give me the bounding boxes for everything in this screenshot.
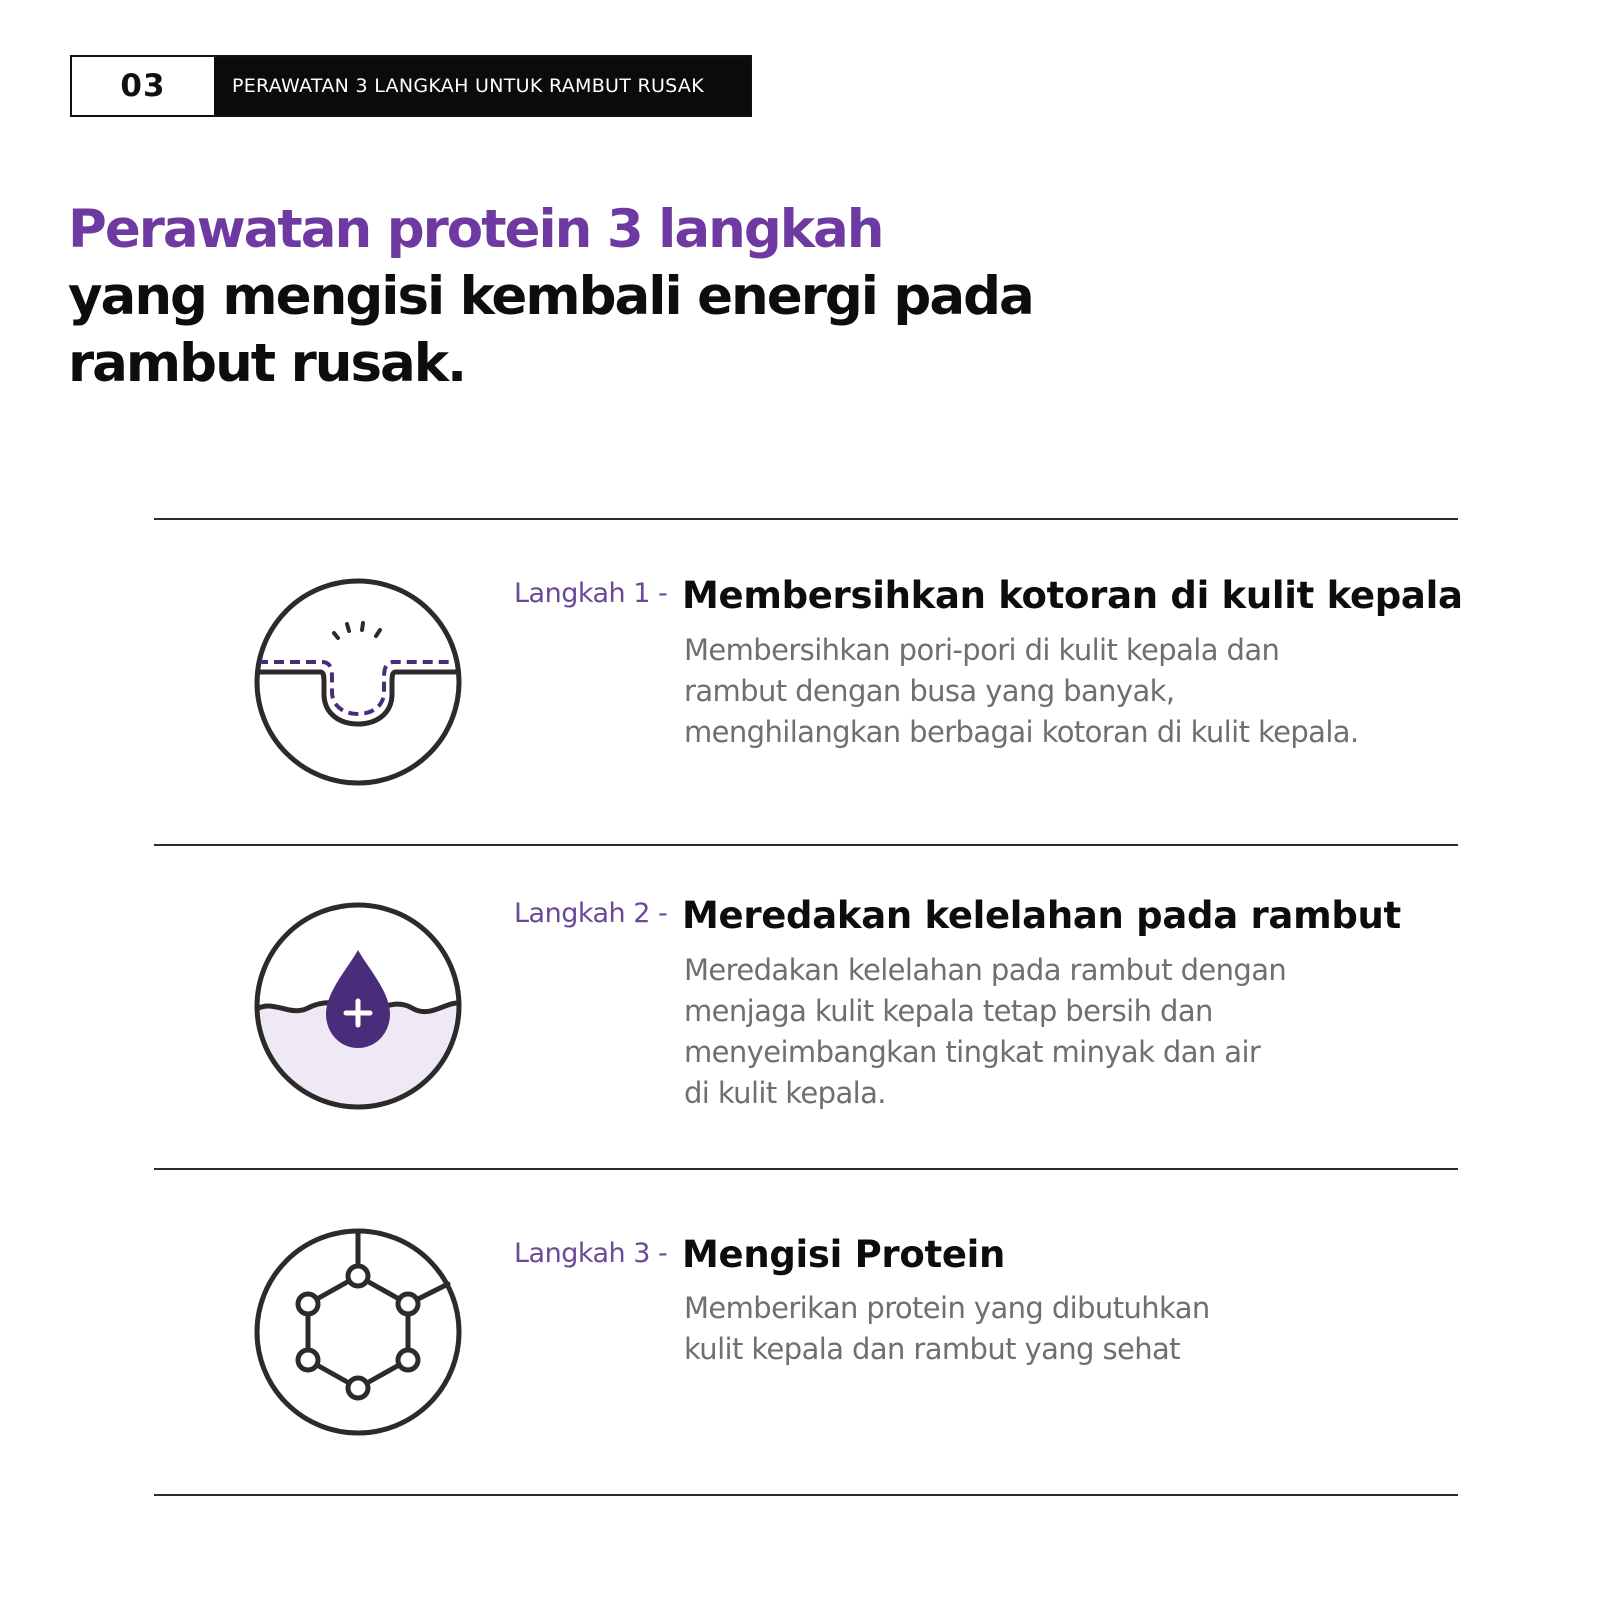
step-3-title: Mengisi Protein — [682, 1233, 1006, 1276]
headline — [68, 196, 1068, 397]
headline-line-2: yang mengisi kembali energi pada — [68, 266, 1033, 327]
headline-accent: Perawatan protein 3 langkah — [68, 199, 883, 260]
divider-top — [154, 518, 1458, 520]
headline-line-3: rambut rusak. — [68, 333, 466, 394]
section-number: 03 — [72, 57, 214, 115]
step-3-prefix: Langkah 3 - — [514, 1238, 668, 1269]
divider-1 — [154, 844, 1458, 846]
step-1-title: Membersihkan kotoran di kulit kepala — [682, 574, 1463, 617]
water-drop-plus-icon — [252, 900, 464, 1112]
divider-2 — [154, 1168, 1458, 1170]
step-3-description: Memberikan protein yang dibutuhkan kulit kepala dan rambut yang sehat — [684, 1291, 1210, 1366]
section-tag — [70, 55, 752, 117]
step-2-title: Meredakan kelelahan pada rambut — [682, 894, 1401, 937]
step-1-prefix: Langkah 1 - — [514, 578, 668, 609]
step-1-description: Membersihkan pori-pori di kulit kepala dan rambut dengan busa yang banyak, menghilangkan berbagai kotoran di kulit kepala. — [684, 633, 1359, 749]
protein-molecule-icon — [252, 1226, 464, 1438]
scalp-pore-icon — [252, 576, 464, 788]
divider-bottom — [154, 1494, 1458, 1496]
step-2-prefix: Langkah 2 - — [514, 898, 668, 929]
section-label: PERAWATAN 3 LANGKAH UNTUK RAMBUT RUSAK — [214, 57, 750, 115]
step-2-description: Meredakan kelelahan pada rambut dengan menjaga kulit kepala tetap bersih dan menyeimbangkan tingkat minyak dan air di kulit kepala. — [684, 953, 1287, 1110]
